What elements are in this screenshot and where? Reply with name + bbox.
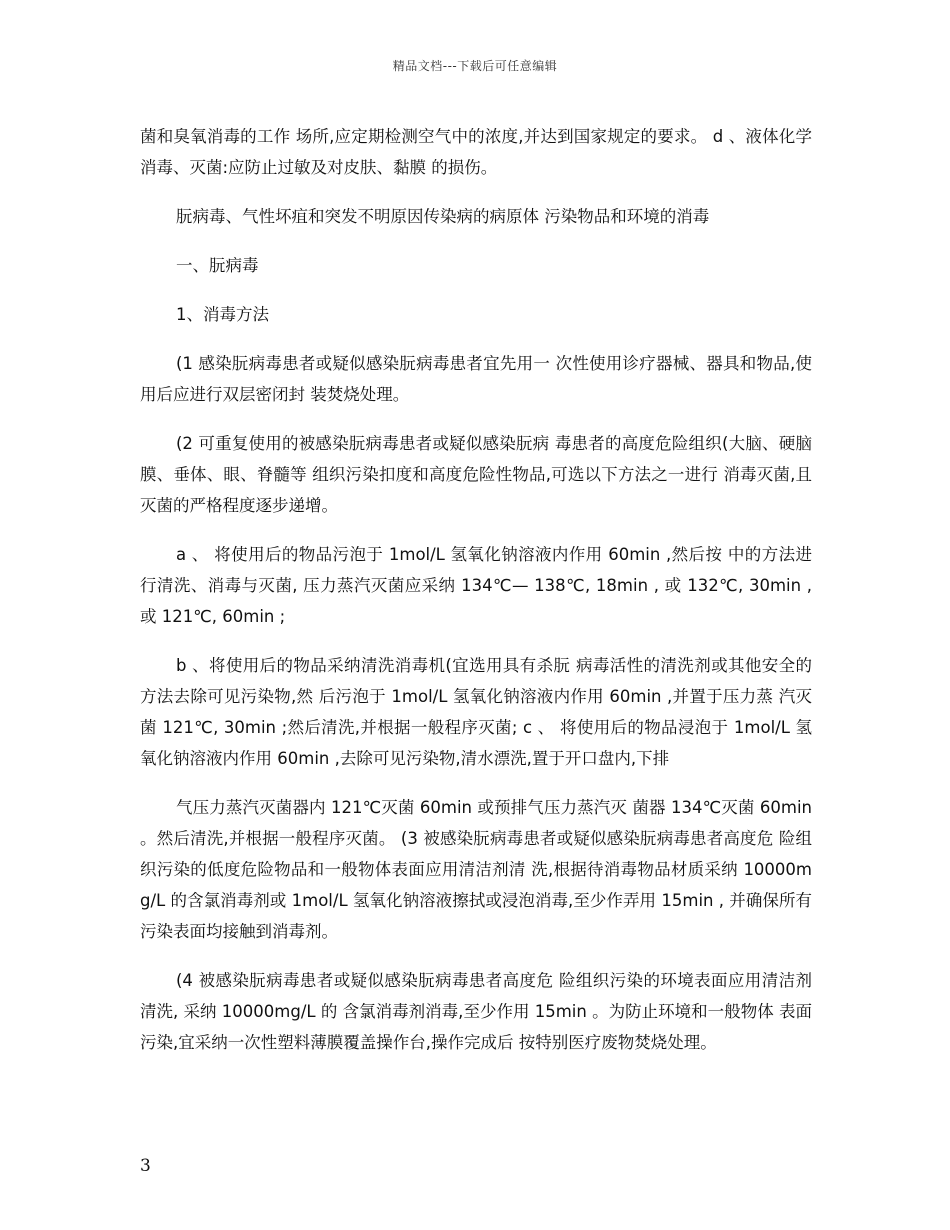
- paragraph-item-4: (4 被感染朊病毒患者或疑似感染朊病毒患者高度危 险组织污染的环境表面应用清洁剂清洗, 采纳 10000mg/L 的 含氯消毒剂消毒,至少作用 15min 。为防止环境和一般物体 表面污染,宜采纳一次性塑料薄膜覆盖操作台,操作完成后 按特别医疗废物焚烧处理。: [140, 971, 812, 1052]
- page-header: 精品文档---下载后可任意编辑: [392, 59, 558, 73]
- page-number: 3: [140, 1156, 151, 1176]
- paragraph-item-3: 气压力蒸汽灭菌器内 121℃灭菌 60min 或预排气压力蒸汽灭 菌器 134℃灭菌 60min 。然后清洗,并根据一般程序灭菌。 (3 被感染朊病毒患者或疑似感染朊病毒患者高度危 险组织污染的低度危险物品和一般物体表面应用清洁剂清 洗,根据待消毒物品材质采纳 10000mg/L 的含氯消毒剂或 1mol/L 氢氧化钠溶液擦拭或浸泡消毒,至少作弄用 15min , 并确保所有污染表面均接触到消毒剂。: [140, 798, 812, 941]
- paragraph-item-a: a 、 将使用后的物品污泡于 1mol/L 氢氧化钠溶液内作用 60min ,然后按 中的方法进行清洗、消毒与灭菌, 压力蒸汽灭菌应采纳 134℃— 138℃, 18min , 或 132℃, 30min , 或 121℃, 60min ;: [140, 545, 812, 626]
- heading-disinfection-method: 1、消毒方法: [176, 305, 269, 324]
- paragraph-item-b-c: b 、将使用后的物品采纳清洗消毒机(宜选用具有杀朊 病毒活性的清洗剂或其他安全的方法去除可见污染物,然 后污泡于 1mol/L 氢氧化钠溶液内作用 60min ,并置于压力蒸 汽灭菌 121℃, 30min ;然后清洗,并根据一般程序灭菌; c 、 将使用后的物品浸泡于 1mol/L 氢氧化钠溶液内作用 60min ,去除可见污染物,清水漂洗,置于开口盘内,下排: [140, 656, 812, 768]
- paragraph-item-2: (2 可重复使用的被感染朊病毒患者或疑似感染朊病 毒患者的高度危险组织(大脑、硬脑膜、垂体、眼、脊髓等 组织污染扣度和高度危险性物品,可选以下方法之一进行 消毒灭菌,且灭菌的严格程度逐步递增。: [140, 434, 812, 515]
- document-body: [140, 121, 812, 1076]
- paragraph-1: 菌和臭氧消毒的工作 场所,应定期检测空气中的浓度,并达到国家规定的要求。 d 、液体化学消毒、灭菌:应防止过敏及对皮肤、黏膜 的损伤。: [140, 127, 812, 177]
- paragraph-item-1: (1 感染朊病毒患者或疑似感染朊病毒患者宜先用一 次性使用诊疗器械、器具和物品,使用后应进行双层密闭封 装焚烧处理。: [140, 354, 812, 404]
- section-title: 朊病毒、气性坏疽和突发不明原因传染病的病原体 污染物品和环境的消毒: [176, 207, 710, 226]
- heading-prion: 一、朊病毒: [176, 256, 259, 275]
